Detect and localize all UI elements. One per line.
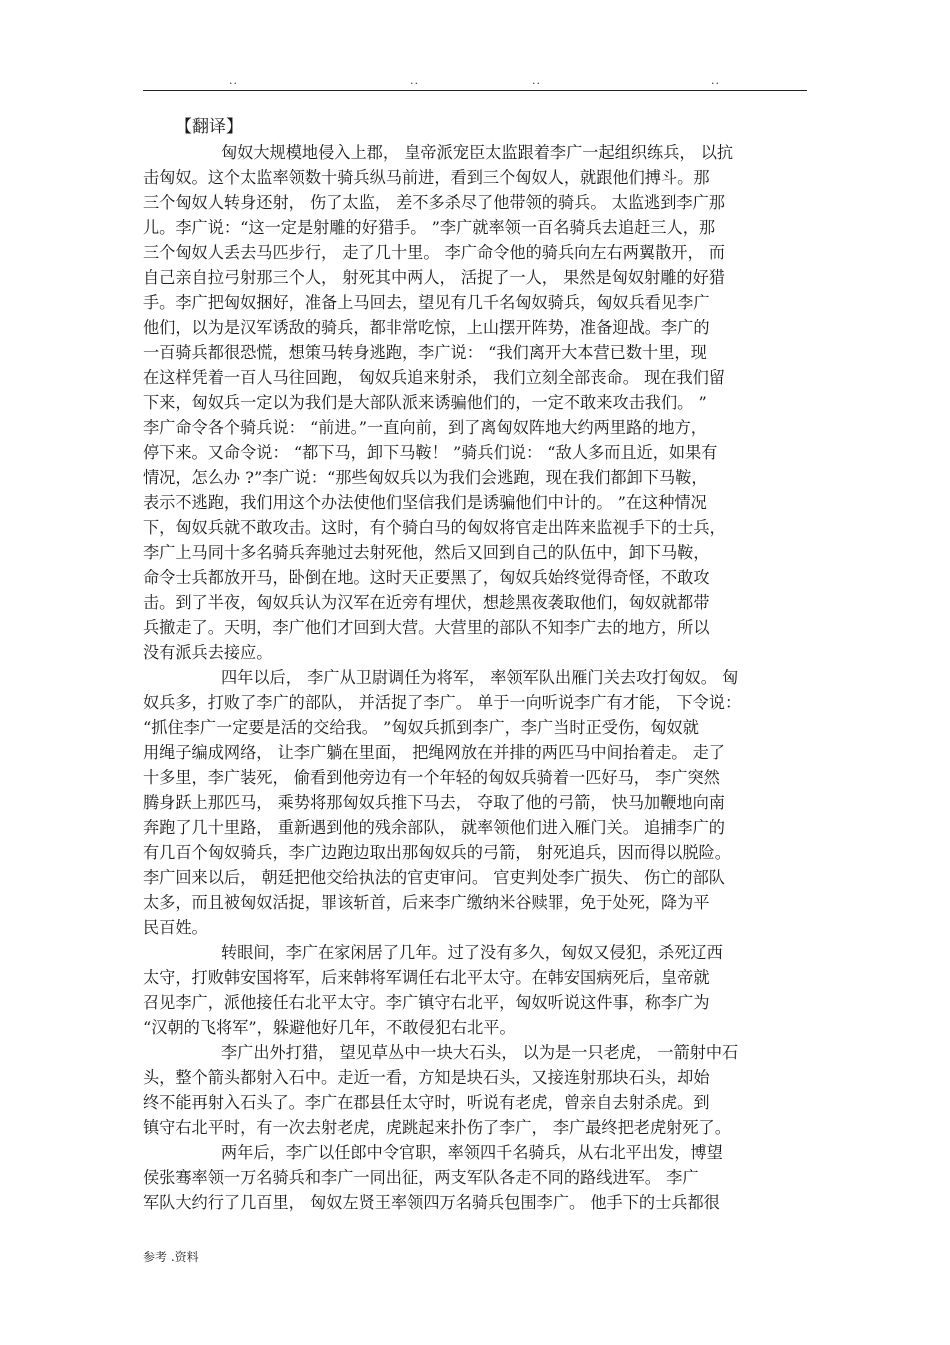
text-line: 十多里，李广装死， 偷看到他旁边有一个年轻的匈奴兵骑着一匹好马， 李广突然	[143, 768, 720, 787]
document-body	[143, 115, 808, 1215]
paragraph	[143, 140, 808, 665]
header-dots	[0, 74, 950, 88]
paragraph	[143, 665, 808, 940]
text-line: 李广回来以后， 朝廷把他交给执法的官吏审问。 官吏判处李广损失、 伤亡的部队	[143, 868, 725, 887]
header-rule	[143, 90, 807, 91]
header-dot-3: ..	[532, 74, 541, 87]
text-line: 自己亲自拉弓射那三个人， 射死其中两人， 活捉了一人， 果然是匈奴射雕的好猎	[143, 268, 725, 287]
page-footer: 参考 .资料	[143, 1250, 199, 1264]
text-line: 停下来。又命令说： “都下马，卸下马鞍！ ”骑兵们说： “敌人多而且近，如果有	[143, 443, 718, 462]
text-line: 下，匈奴兵就不敢攻击。这时，有个骑白马的匈奴将官走出阵来监视手下的士兵，	[143, 518, 726, 537]
text-line: 表示不逃跑，我们用这个办法使他们坚信我们是诱骗他们中计的。 ”在这种情况	[143, 493, 707, 512]
text-line: 匈奴大规模地侵入上郡， 皇帝派宠臣太监跟着李广一起组织练兵， 以抗	[221, 143, 734, 162]
text-line: 命令士兵都放开马，卧倒在地。这时天正要黑了，匈奴兵始终觉得奇怪，不敢攻	[143, 568, 710, 587]
paragraph	[143, 1140, 808, 1215]
text-line: 民百姓。	[143, 918, 208, 937]
text-line: 手。李广把匈奴捆好，准备上马回去，望见有几千名匈奴骑兵，匈奴兵看见李广	[143, 293, 710, 312]
text-line: 腾身跃上那匹马， 乘势将那匈奴兵推下马去， 夺取了他的弓箭， 快马加鞭地向南	[143, 793, 725, 812]
text-line: 李广命令各个骑兵说： “前进。”一直向前，到了离匈奴阵地大约两里路的地方，	[143, 418, 707, 437]
text-line: 四年以后， 李广从卫尉调任为将军， 率领军队出雁门关去攻打匈奴。 匈	[221, 668, 739, 687]
text-line: 没有派兵去接应。	[143, 643, 273, 662]
text-line: 头，整个箭头都射入石中。走近一看，方知是块石头，又接连射那块石头，却始	[143, 1068, 710, 1087]
text-line: 召见李广，派他接任右北平太守。李广镇守右北平，匈奴听说这件事，称李广为	[143, 993, 710, 1012]
text-line: 军队大约行了几百里， 匈奴左贤王率领四万名骑兵包围李广。 他手下的士兵都很	[143, 1193, 720, 1212]
text-line: “抓住李广一定要是活的交给我。 ”匈奴兵抓到李广，李广当时正受伤，匈奴就	[143, 718, 699, 737]
text-line: 儿。李广说：“这一定是射雕的好猎手。 ”李广就率领一百名骑兵去追赶三人，那	[143, 218, 716, 237]
text-line: 镇守右北平时，有一次去射老虎，虎跳起来扑伤了李广， 李广最终把老虎射死了。	[143, 1118, 731, 1137]
text-line: 他们，以为是汉军诱敌的骑兵，都非常吃惊，上山摆开阵势，准备迎战。李广的	[143, 318, 710, 337]
text-line: 三个匈奴人丢去马匹步行， 走了几十里。 李广命令他的骑兵向左右两翼散开， 而	[143, 243, 725, 262]
text-line: 太多，而且被匈奴活捉，罪该斩首，后来李广缴纳米谷赎罪，免于处死，降为平	[143, 893, 710, 912]
text-line: 奔跑了几十里路， 重新遇到他的残余部队， 就率领他们进入雁门关。 追捕李广的	[143, 818, 725, 837]
header-dot-1: ..	[229, 74, 238, 87]
text-line: 情况，怎么办 ?”李广说：“那些匈奴兵以为我们会逃跑，现在我们都卸下马鞍，	[143, 468, 708, 487]
paragraph-list	[143, 140, 808, 1215]
text-line: 奴兵多，打败了李广的部队， 并活捉了李广。 单于一向听说李广有才能， 下令说：	[143, 693, 742, 712]
text-line: 李广上马同十多名骑兵奔驰过去射死他，然后又回到自己的队伍中，卸下马鞍，	[143, 543, 710, 562]
paragraph	[143, 940, 808, 1040]
text-line: 击匈奴。这个太监率领数十骑兵纵马前进，看到三个匈奴人，就跟他们搏斗。那	[143, 168, 710, 187]
section-heading: 【翻译】	[175, 117, 243, 137]
text-line: 击。到了半夜，匈奴兵认为汉军在近旁有埋伏，想趁黑夜袭取他们，匈奴就都带	[143, 593, 710, 612]
paragraph	[143, 1040, 808, 1140]
text-line: 侯张骞率领一万名骑兵和李广一同出征，两支军队各走不同的路线进军。 李广	[143, 1168, 699, 1187]
header-dot-2: ..	[410, 74, 419, 87]
text-line: 转眼间，李广在家闲居了几年。过了没有多久，匈奴又侵犯，杀死辽西	[221, 943, 723, 962]
text-line: 一百骑兵都很恐慌，想策马转身逃跑，李广说： “我们离开大本营已数十里，现	[143, 343, 707, 362]
text-line: 在这样凭着一百人马往回跑， 匈奴兵追来射杀， 我们立刻全部丧命。 现在我们留	[143, 368, 725, 387]
text-line: 有几百个匈奴骑兵，李广边跑边取出那匈奴兵的弓箭， 射死追兵，因而得以脱险。	[143, 843, 731, 862]
text-line: 三个匈奴人转身还射， 伤了太监， 差不多杀尽了他带领的骑兵。 太监逃到李广那	[143, 193, 725, 212]
text-line: 用绳子编成网络， 让李广躺在里面， 把绳网放在并排的两匹马中间抬着走。 走了	[143, 743, 725, 762]
text-line: 兵撤走了。天明，李广他们才回到大营。大营里的部队不知李广去的地方，所以	[143, 618, 710, 637]
text-line: 太守，打败韩安国将军，后来韩将军调任右北平太守。在韩安国病死后，皇帝就	[143, 968, 710, 987]
text-line: 下来，匈奴兵一定以为我们是大部队派来诱骗他们的，一定不敢来攻击我们。 ”	[143, 393, 707, 412]
text-line: 两年后，李广以任郎中令官职，率领四千名骑兵，从右北平出发，博望	[221, 1143, 723, 1162]
header-dot-4: ..	[711, 74, 720, 87]
text-line: “汉朝的飞将军”，躲避他好几年，不敢侵犯右北平。	[143, 1018, 516, 1037]
text-line: 李广出外打猎， 望见草丛中一块大石头， 以为是一只老虎， 一箭射中石	[221, 1043, 739, 1062]
text-line: 终不能再射入石头了。李广在郡县任太守时，听说有老虎，曾亲自去射杀虎。到	[143, 1093, 710, 1112]
